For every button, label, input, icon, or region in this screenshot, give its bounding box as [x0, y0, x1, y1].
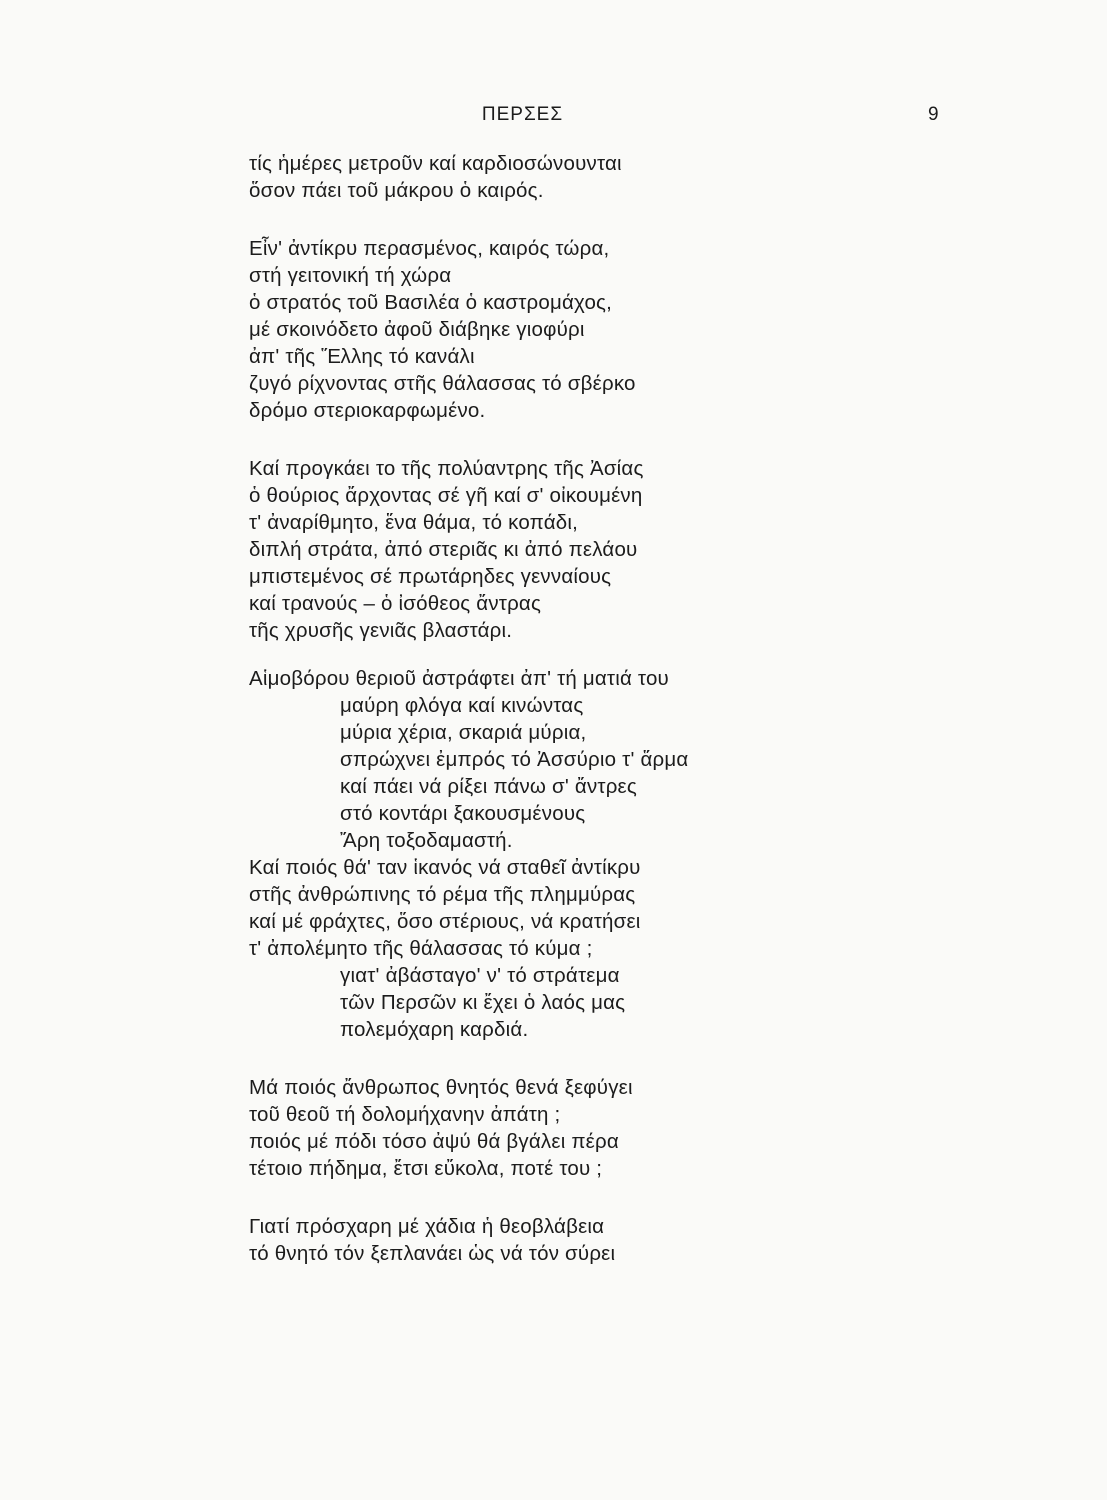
verse-line: τῆς χρυσῆς γενιᾶς βλαστάρι. [249, 619, 513, 642]
page-number: 9 [928, 104, 939, 125]
stanza-break [249, 1043, 849, 1074]
verse-line: τέτοιο πήδημα, ἔτσι εὔκολα, ποτέ του ; [249, 1157, 603, 1180]
verse-line-indented: καί πάει νά ρίξει πάνω σ' ἄντρες [340, 775, 637, 798]
verse-line: ποιός μέ πόδι τόσο ἀψύ θά βγάλει πέρα [249, 1130, 619, 1153]
stanza-break [249, 644, 849, 665]
verse-line: ὁ στρατός τοῦ Βασιλέα ὁ καστρομάχος, [249, 291, 613, 314]
verse-line-indented: μύρια χέρια, σκαριά μύρια, [340, 721, 587, 744]
poem-body [249, 150, 849, 1267]
verse-line: διπλή στράτα, ἀπό στεριᾶς κι ἀπό πελάου [249, 538, 638, 561]
verse-line-indented: σπρώχνει ἐμπρός τό Ἀσσύριο τ' ἅρμα [340, 748, 689, 771]
verse-line: στή γειτονική τή χώρα [249, 264, 452, 287]
stanza [249, 1213, 849, 1267]
verse-line: καί τρανούς – ὁ ἰσόθεος ἄντρας [249, 592, 542, 615]
stanza [249, 1074, 849, 1182]
verse-line: μέ σκοινόδετο ἀφοῦ διάβηκε γιοφύρι [249, 318, 585, 341]
stanza [249, 665, 849, 854]
verse-line: καί μέ φράχτες, ὅσο στέριους, νά κρατήσει [249, 910, 641, 933]
stanza [249, 150, 849, 204]
verse-line: ζυγό ρίχνοντας στῆς θάλασσας τό σβέρκο [249, 372, 636, 395]
running-header-title: ΠΕΡΣΕΣ [481, 104, 564, 125]
verse-line: Καί προγκάει το τῆς πολύαντρης τῆς Ἀσίας [249, 457, 644, 480]
verse-line-indented: στό κοντάρι ξακουσμένους [340, 802, 586, 825]
verse-line: τό θνητό τόν ξεπλανάει ὡς νά τόν σύρει [249, 1242, 616, 1265]
stanza [249, 854, 849, 1043]
stanza-break [249, 424, 849, 455]
verse-line: τ' ἀπολέμητο τῆς θάλασσας τό κύμα ; [249, 937, 593, 960]
stanza [249, 235, 849, 424]
verse-line-indented: Ἄρη τοξοδαμαστή. [340, 829, 513, 852]
verse-line-indented: μαύρη φλόγα καί κινώντας [340, 694, 584, 717]
stanza-break [249, 204, 849, 235]
verse-line: μπιστεμένος σέ πρωτάρηδες γενναίους [249, 565, 612, 588]
verse-line: ὅσον πάει τοῦ μάκρου ὁ καιρός. [249, 179, 544, 202]
verse-line: Καί ποιός θά' ταν ἱκανός νά σταθεῖ ἀντίκρυ [249, 856, 641, 879]
verse-line: τ' ἀναρίθμητο, ἕνα θάμα, τό κοπάδι, [249, 511, 579, 534]
verse-line: τίς ἡμέρες μετροῦν καί καρδιοσώνουνται [249, 152, 622, 175]
stanza [249, 455, 849, 644]
verse-line-indented: τῶν Περσῶν κι ἔχει ὁ λαός μας [340, 991, 626, 1014]
verse-line: Μά ποιός ἄνθρωπος θνητός θενά ξεφύγει [249, 1076, 633, 1099]
verse-line: ἀπ' τῆς Ἕλλης τό κανάλι [249, 345, 475, 368]
verse-line: στῆς ἀνθρώπινης τό ρέμα τῆς πλημμύρας [249, 883, 636, 906]
verse-line-indented: πολεμόχαρη καρδιά. [340, 1018, 529, 1041]
verse-line-indented: γιατ' ἀβάσταγο' ν' τό στράτεμα [340, 964, 620, 987]
verse-line: Εἶν' ἀντίκρυ περασμένος, καιρός τώρα, [249, 237, 610, 260]
verse-line: Γιατί πρόσχαρη μέ χάδια ἡ θεοβλάβεια [249, 1215, 605, 1238]
stanza-break [249, 1182, 849, 1213]
verse-line: ὁ θούριος ἄρχοντας σέ γῆ καί σ' οἰκουμένη [249, 484, 643, 507]
verse-line: Αἱμοβόρου θεριοῦ ἀστράφτει ἀπ' τή ματιά του [249, 667, 669, 690]
verse-line: τοῦ θεοῦ τή δολομήχανην ἀπάτη ; [249, 1103, 561, 1126]
verse-line: δρόμο στεριοκαρφωμένο. [249, 399, 486, 422]
